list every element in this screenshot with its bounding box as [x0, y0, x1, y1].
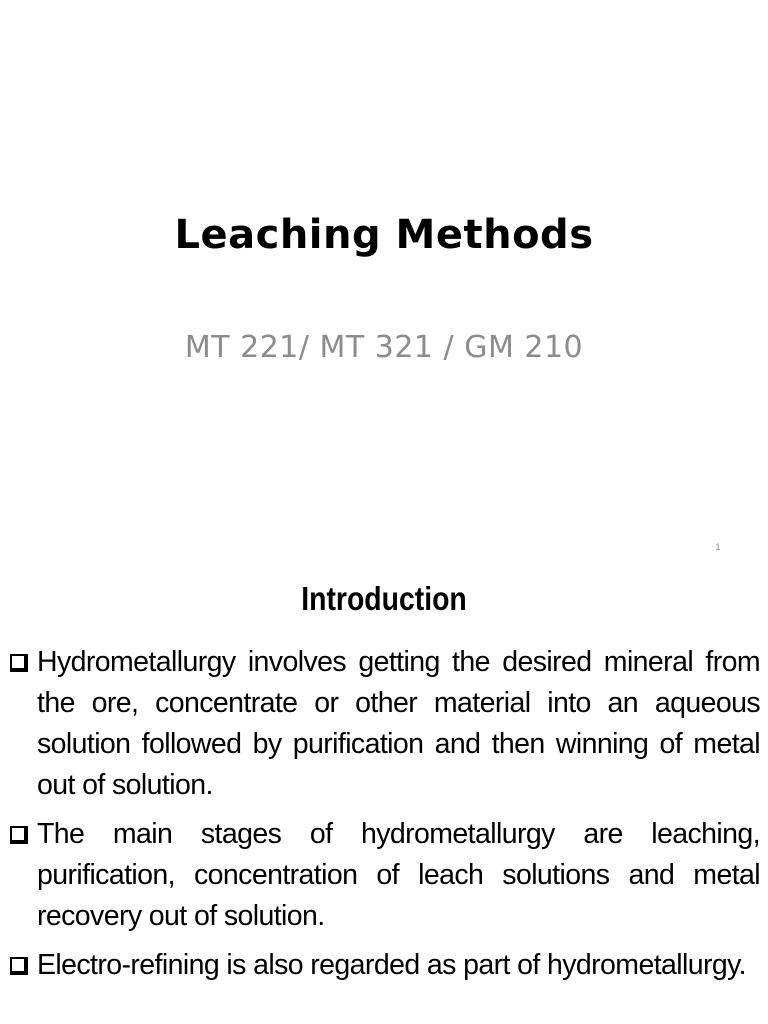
bullet-list [10, 642, 760, 994]
hollow-square-bullet-icon [10, 957, 28, 975]
bullet-item [10, 814, 760, 937]
hollow-square-bullet-icon [10, 826, 28, 844]
bullet-item [10, 642, 760, 806]
hollow-square-bullet-icon [10, 654, 28, 672]
introduction-slide [0, 566, 768, 1024]
bullet-text: The main stages of hydrometallurgy are leaching, purification, concentration of leach solutions and metal recovery out of solution. [37, 818, 760, 932]
bullet-text: Electro-refining is also regarded as part of hydrometallurgy. [37, 949, 746, 981]
slide-heading: Introduction [301, 580, 467, 617]
slide-title: Leaching Methods [174, 212, 594, 258]
course-codes-subtitle: MT 221/ MT 321 / GM 210 [184, 330, 584, 365]
page-number: 1 [715, 542, 721, 552]
bullet-text: Hydrometallurgy involves getting the desired mineral from the ore, concentrate or other material into an aqueous solution followed by purification and then winning of metal out of solution. [37, 646, 760, 801]
bullet-item [10, 945, 760, 986]
